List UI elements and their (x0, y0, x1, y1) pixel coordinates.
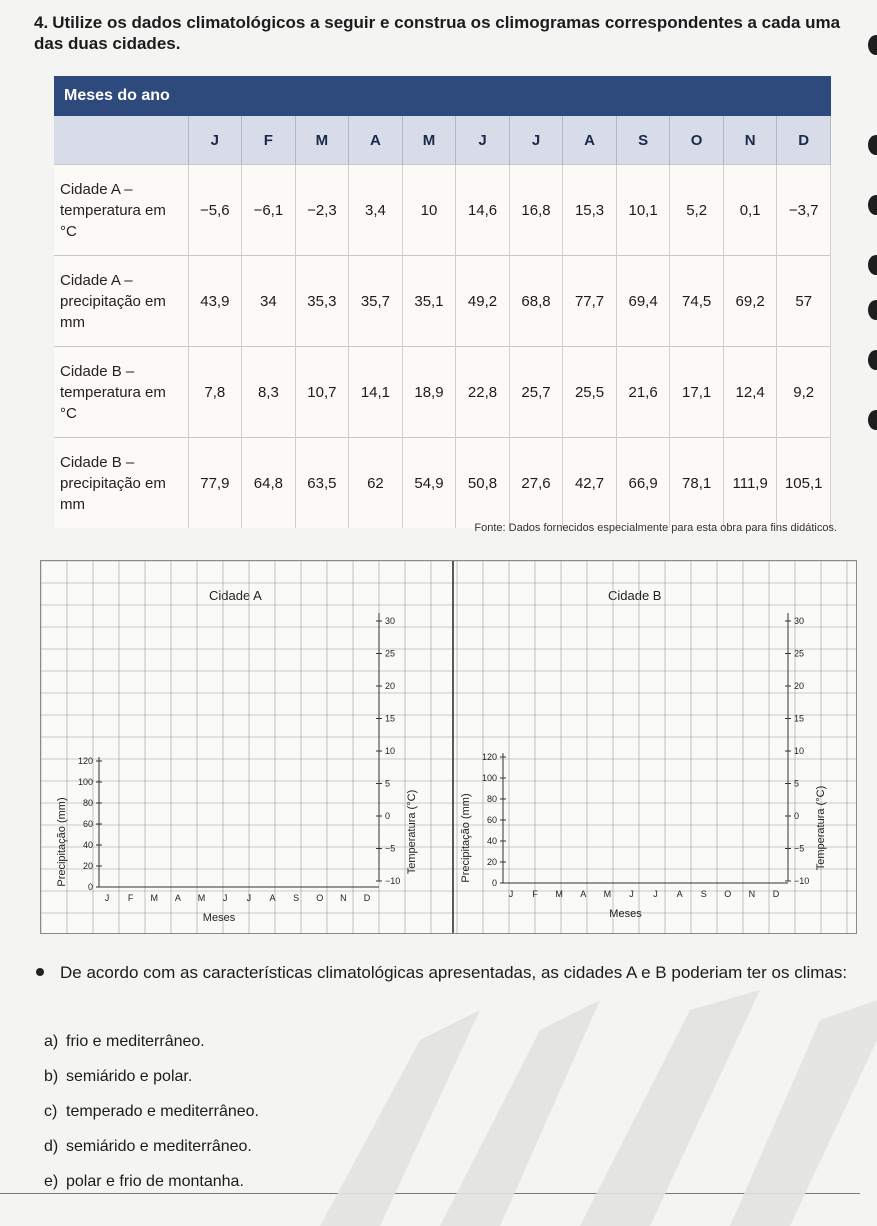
month-tick-label: J (246, 893, 252, 903)
question-text: Utilize os dados climatológicos a seguir e construa os climogramas correspondentes a cada uma das duas cidades. (34, 13, 841, 53)
question-title (34, 12, 844, 54)
table-cell: 77,7 (563, 256, 617, 347)
month-tick-label: N (340, 893, 347, 903)
prompt-text: De acordo com as características climatológicas apresentadas, as cidades A e B poderiam ter os climas: (60, 963, 848, 982)
month-tick-label: O (316, 893, 324, 903)
table-cell: 10,7 (295, 347, 349, 438)
option-text: polar e frio de montanha. (66, 1173, 244, 1190)
table-cell: 15,3 (563, 165, 617, 256)
climogram-svg (41, 561, 856, 933)
table-cell: 7,8 (188, 347, 242, 438)
month-tick-label: M (603, 889, 612, 899)
table-cell: 69,2 (723, 256, 777, 347)
month-header-row (54, 116, 831, 165)
table-cell: −2,3 (295, 165, 349, 256)
month-header: J (509, 116, 563, 165)
table-cell: 63,5 (295, 438, 349, 529)
table-cell: 5,2 (670, 165, 724, 256)
month-header: A (563, 116, 617, 165)
table-cell: 16,8 (509, 165, 563, 256)
table-cell: 27,6 (509, 438, 563, 529)
table-cell: 64,8 (242, 438, 296, 529)
option-text: temperado e mediterrâneo. (66, 1103, 259, 1120)
month-header: M (402, 116, 456, 165)
table-source: Fonte: Dados fornecidos especialmente para esta obra para fins didáticos. (474, 522, 837, 534)
bullet-icon (36, 968, 44, 976)
table-cell: 42,7 (563, 438, 617, 529)
temp-tick-label: 15 (794, 713, 805, 724)
table-cell: 25,7 (509, 347, 563, 438)
temp-tick-label: −10 (794, 876, 810, 886)
table-row (54, 438, 831, 529)
table-cell: 35,1 (402, 256, 456, 347)
table-cell: 49,2 (456, 256, 510, 347)
month-header: J (188, 116, 242, 165)
table-row (54, 165, 831, 256)
temp-tick-label: −5 (794, 843, 805, 854)
table-row (54, 347, 831, 438)
month-header: D (777, 116, 831, 165)
precip-tick-label: 0 (87, 882, 93, 892)
row-label: Cidade A – precipitação em mm (54, 256, 188, 347)
temp-tick-label: 0 (794, 811, 800, 821)
table-cell: 34 (242, 256, 296, 347)
x-axis-title-a: Meses (202, 912, 236, 924)
month-header: M (295, 116, 349, 165)
temp-tick-label: 5 (794, 778, 800, 789)
table-cell: 18,9 (402, 347, 456, 438)
option-c[interactable] (44, 1100, 644, 1135)
temp-tick-label: −10 (385, 876, 401, 886)
answer-options (44, 1030, 644, 1205)
table-cell: 0,1 (723, 165, 777, 256)
table-row (54, 256, 831, 347)
temp-tick-label: 5 (385, 778, 391, 789)
month-header: A (349, 116, 403, 165)
precip-tick-label: 100 (481, 773, 497, 783)
bottom-divider (0, 1193, 860, 1194)
chart-title-a: Cidade A (209, 588, 262, 603)
month-header: F (242, 116, 296, 165)
month-header: O (670, 116, 724, 165)
row-label: Cidade A – temperatura em °C (54, 165, 188, 256)
month-tick-label: A (174, 893, 181, 903)
table-cell: 10 (402, 165, 456, 256)
table-cell: 14,6 (456, 165, 510, 256)
table-cell: 10,1 (616, 165, 670, 256)
month-header: N (723, 116, 777, 165)
question-prompt (40, 958, 860, 987)
month-tick-label: D (363, 893, 371, 903)
table-cell: 3,4 (349, 165, 403, 256)
precip-tick-label: 120 (77, 756, 93, 766)
table-cell: 50,8 (456, 438, 510, 529)
climate-data-table (54, 116, 831, 528)
option-e[interactable] (44, 1170, 644, 1205)
temp-tick-label: 20 (794, 681, 805, 691)
month-tick-label: O (724, 889, 732, 899)
option-letter: d) (44, 1138, 59, 1155)
month-tick-label: J (653, 889, 658, 899)
option-text: semiárido e mediterrâneo. (66, 1138, 252, 1155)
temp-tick-label: 20 (385, 681, 396, 691)
table-cell: 35,7 (349, 256, 403, 347)
temp-tick-label: 30 (385, 616, 396, 626)
table-cell: −3,7 (777, 165, 831, 256)
precip-tick-label: 120 (481, 752, 497, 762)
table-cell: 14,1 (349, 347, 403, 438)
option-letter: e) (44, 1173, 59, 1190)
precip-tick-label: 80 (486, 794, 497, 804)
table-cell: 9,2 (777, 347, 831, 438)
month-tick-label: N (748, 889, 756, 899)
month-tick-label: F (532, 889, 538, 899)
table-cell: 21,6 (616, 347, 670, 438)
temp-tick-label: 25 (385, 648, 396, 659)
table-cell: 78,1 (670, 438, 724, 529)
option-letter: b) (44, 1068, 59, 1085)
month-tick-label: M (555, 889, 563, 899)
table-cell: 12,4 (723, 347, 777, 438)
option-b[interactable] (44, 1065, 644, 1100)
option-text: semiárido e polar. (66, 1068, 193, 1085)
table-cell: −5,6 (188, 165, 242, 256)
month-tick-label: F (127, 893, 134, 903)
x-axis-title-b: Meses (609, 908, 642, 920)
precip-tick-label: 80 (82, 798, 93, 808)
precip-axis-title-b: Precipitação (mm) (460, 793, 472, 883)
table-cell: 68,8 (509, 256, 563, 347)
table-cell: 69,4 (616, 256, 670, 347)
month-tick-label: A (269, 893, 276, 903)
temp-tick-label: 10 (794, 746, 805, 756)
precip-tick-label: 60 (486, 815, 497, 825)
table-cell: 8,3 (242, 347, 296, 438)
temp-tick-label: 15 (385, 713, 396, 724)
month-tick-label: S (700, 889, 707, 899)
precip-tick-label: 60 (82, 819, 93, 829)
temp-tick-label: 30 (794, 616, 805, 626)
table-cell: 35,3 (295, 256, 349, 347)
month-header: J (456, 116, 510, 165)
table-cell: −6,1 (242, 165, 296, 256)
month-tick-label: M (150, 893, 159, 903)
climate-table (54, 76, 831, 528)
temp-tick-label: 10 (385, 746, 396, 756)
month-tick-label: J (629, 889, 634, 899)
temp-tick-label: −5 (385, 843, 396, 854)
precip-tick-label: 40 (486, 836, 497, 846)
table-cell: 74,5 (670, 256, 724, 347)
precip-tick-label: 40 (82, 840, 93, 850)
precip-tick-label: 0 (491, 878, 497, 888)
table-cell: 77,9 (188, 438, 242, 529)
table-cell: 43,9 (188, 256, 242, 347)
month-tick-label: J (222, 893, 228, 903)
table-cell: 17,1 (670, 347, 724, 438)
month-tick-label: D (772, 889, 780, 899)
temp-axis-title-b: Temperatura (°C) (815, 785, 827, 871)
month-tick-label: A (676, 889, 683, 899)
precip-axis-title-a: Precipitação (mm) (56, 797, 68, 887)
table-header: Meses do ano (54, 76, 831, 116)
option-letter: a) (44, 1033, 59, 1050)
table-cell: 22,8 (456, 347, 510, 438)
option-a[interactable] (44, 1030, 644, 1065)
table-cell: 57 (777, 256, 831, 347)
temp-tick-label: 0 (385, 811, 391, 821)
table-cell: 111,9 (723, 438, 777, 529)
month-tick-label: A (580, 889, 587, 899)
option-letter: c) (44, 1103, 58, 1120)
temp-tick-label: 25 (794, 648, 805, 659)
precip-tick-label: 20 (486, 857, 497, 867)
month-tick-label: M (197, 893, 206, 903)
corner-cell (54, 116, 188, 165)
month-tick-label: J (104, 893, 110, 903)
chart-title-b: Cidade B (608, 588, 662, 603)
option-d[interactable] (44, 1135, 644, 1170)
option-text: frio e mediterrâneo. (66, 1033, 205, 1050)
precip-tick-label: 20 (82, 861, 93, 871)
month-header: S (616, 116, 670, 165)
table-cell: 25,5 (563, 347, 617, 438)
climogram-grid (40, 560, 857, 934)
question-number: 4. (34, 13, 49, 32)
temp-axis-title-a: Temperatura (°C) (406, 789, 418, 875)
month-tick-label: S (293, 893, 300, 903)
table-cell: 105,1 (777, 438, 831, 529)
table-cell: 66,9 (616, 438, 670, 529)
row-label: Cidade B – temperatura em °C (54, 347, 188, 438)
month-tick-label: J (508, 889, 514, 899)
table-cell: 54,9 (402, 438, 456, 529)
row-label: Cidade B – precipitação em mm (54, 438, 188, 529)
precip-tick-label: 100 (77, 777, 93, 787)
table-cell: 62 (349, 438, 403, 529)
